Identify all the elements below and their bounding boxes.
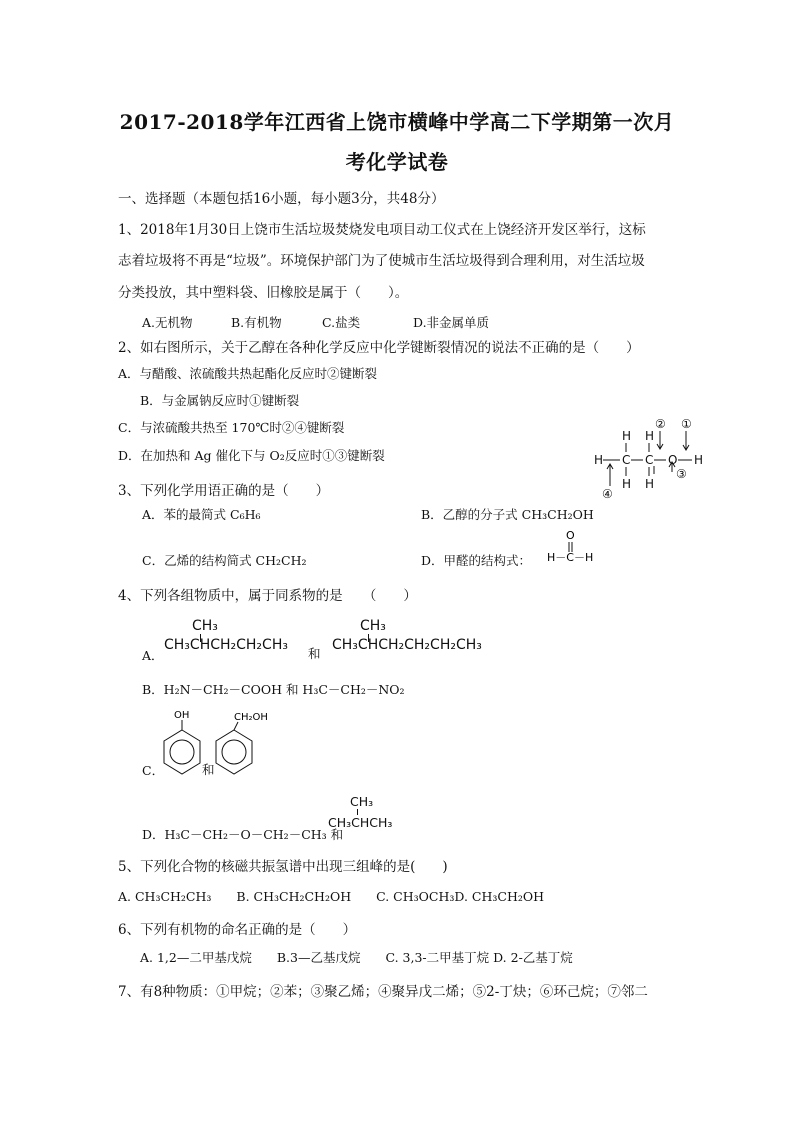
q4-a-left-main: CH₃CHCH₂CH₂CH₃ bbox=[164, 637, 288, 653]
bond-label-3: ③ bbox=[676, 467, 687, 481]
formaldehyde-o: O bbox=[566, 529, 575, 542]
q1-line3: 分类投放，其中塑料袋、旧橡胶是属于（ ）。 bbox=[118, 285, 409, 301]
atom-h-left: H bbox=[594, 453, 604, 467]
q6-options: A. 1,2—二甲基戊烷 B.3—乙基戊烷 C. 3,3-二甲基丁烷 D. 2-乙基丁烷 bbox=[140, 950, 573, 965]
q4-a-left-branch: CH₃ bbox=[192, 618, 218, 634]
q6-stem: 6、下列有机物的命名正确的是（ ） bbox=[118, 922, 357, 938]
atom-o: O bbox=[668, 453, 678, 467]
ethanol-structure-diagram bbox=[588, 414, 718, 502]
q1-option-b: B.有机物 bbox=[231, 315, 282, 330]
q5-options: A. CH₃CH₂CH₃ B. CH₃CH₂CH₂OH C. CH₃OCH₃D. CH₃CH₂OH bbox=[118, 889, 545, 904]
q1-line2: 志着垃圾将不再是“垃圾”。环境保护部门为了使城市生活垃圾得到合理利用，对生活垃圾 bbox=[118, 253, 645, 269]
q4-a-he: 和 bbox=[308, 646, 321, 661]
formaldehyde-structure bbox=[545, 528, 605, 568]
q4-stem: 4、下列各组物质中，属于同系物的是 （ ） bbox=[118, 588, 417, 604]
bond-label-4: ④ bbox=[602, 487, 613, 501]
q4-option-a-label: A． bbox=[142, 648, 164, 663]
q4-d-branch: CH₃ bbox=[350, 794, 374, 809]
q1-line1: 1、2018年1月30日上饶市生活垃圾焚烧发电项目动工仪式在上饶经济开发区举行，这标 bbox=[118, 222, 646, 238]
q2-option-a: A．与醋酸、浓硫酸共热起酯化反应时②键断裂 bbox=[118, 366, 378, 381]
q1-option-d: D.非金属单质 bbox=[413, 315, 490, 330]
atom-h-bottom-2: H bbox=[645, 477, 655, 491]
q3-option-a: A．苯的最简式 C₆H₆ bbox=[142, 507, 261, 522]
q4-option-c-label: C． bbox=[142, 763, 165, 778]
atom-c-1: C bbox=[622, 453, 631, 467]
atom-h-bottom-1: H bbox=[622, 477, 632, 491]
page-title-line1: 2017-2018学年江西省上饶市横峰中学高二下学期第一次月 bbox=[119, 110, 675, 134]
q4-a-right-main: CH₃CHCH₂CH₂CH₂CH₃ bbox=[332, 637, 482, 653]
q4-c-he: 和 bbox=[202, 762, 215, 777]
bond-label-2: ② bbox=[655, 417, 666, 431]
q3-option-c: C．乙烯的结构简式 CH₂CH₂ bbox=[142, 553, 307, 568]
phenol-oh: OH bbox=[174, 710, 190, 721]
atom-h-right: H bbox=[694, 453, 704, 467]
q4-option-b: B．H₂N－CH₂－COOH 和 H₃C－CH₂－NO₂ bbox=[142, 682, 405, 697]
q4-d-main: CH₃CHCH₃ bbox=[328, 815, 393, 830]
q4-a-right-branch: CH₃ bbox=[360, 618, 386, 634]
formaldehyde-hch: H－C－H bbox=[547, 551, 594, 564]
q3-option-d: D．甲醛的结构式： bbox=[421, 553, 532, 568]
page-title-line2: 考化学试卷 bbox=[345, 150, 449, 174]
q2-option-c: C．与浓硫酸共热至 170℃时②④键断裂 bbox=[118, 420, 345, 435]
q2-option-b: B．与金属钠反应时①键断裂 bbox=[140, 393, 300, 408]
q1-option-c: C.盐类 bbox=[322, 315, 361, 330]
q7-line1: 7、有8种物质：①甲烷；②苯；③聚乙烯；④聚异戊二烯；⑤2-丁炔；⑥环己烷；⑦邻二 bbox=[118, 984, 648, 1000]
q2-stem: 2、如右图所示，关于乙醇在各种化学反应中化学键断裂情况的说法不正确的是（ ） bbox=[118, 340, 640, 356]
q5-stem: 5、下列化合物的核磁共振氢谱中出现三组峰的是( ) bbox=[118, 859, 448, 875]
q2-option-d: D．在加热和 Ag 催化下与 O₂反应时①③键断裂 bbox=[118, 448, 385, 463]
bond-label-1: ① bbox=[681, 417, 692, 431]
q3-option-b: B．乙醇的分子式 CH₃CH₂OH bbox=[421, 507, 594, 522]
benzyl-ch2oh: CH₂OH bbox=[234, 712, 268, 723]
atom-c-2: C bbox=[645, 453, 654, 467]
atom-h-top-1: H bbox=[622, 429, 632, 443]
atom-h-top-2: H bbox=[645, 429, 655, 443]
q3-stem: 3、下列化学用语正确的是（ ） bbox=[118, 483, 330, 499]
q4-option-d: D．H₃C－CH₂－O－CH₂－CH₃ 和 bbox=[142, 827, 344, 842]
q1-option-a: A.无机物 bbox=[142, 315, 193, 330]
section-heading: 一、选择题（本题包括16小题，每小题3分，共48分） bbox=[118, 191, 445, 207]
phenol-benzyl-alcohol-structures bbox=[158, 706, 288, 778]
